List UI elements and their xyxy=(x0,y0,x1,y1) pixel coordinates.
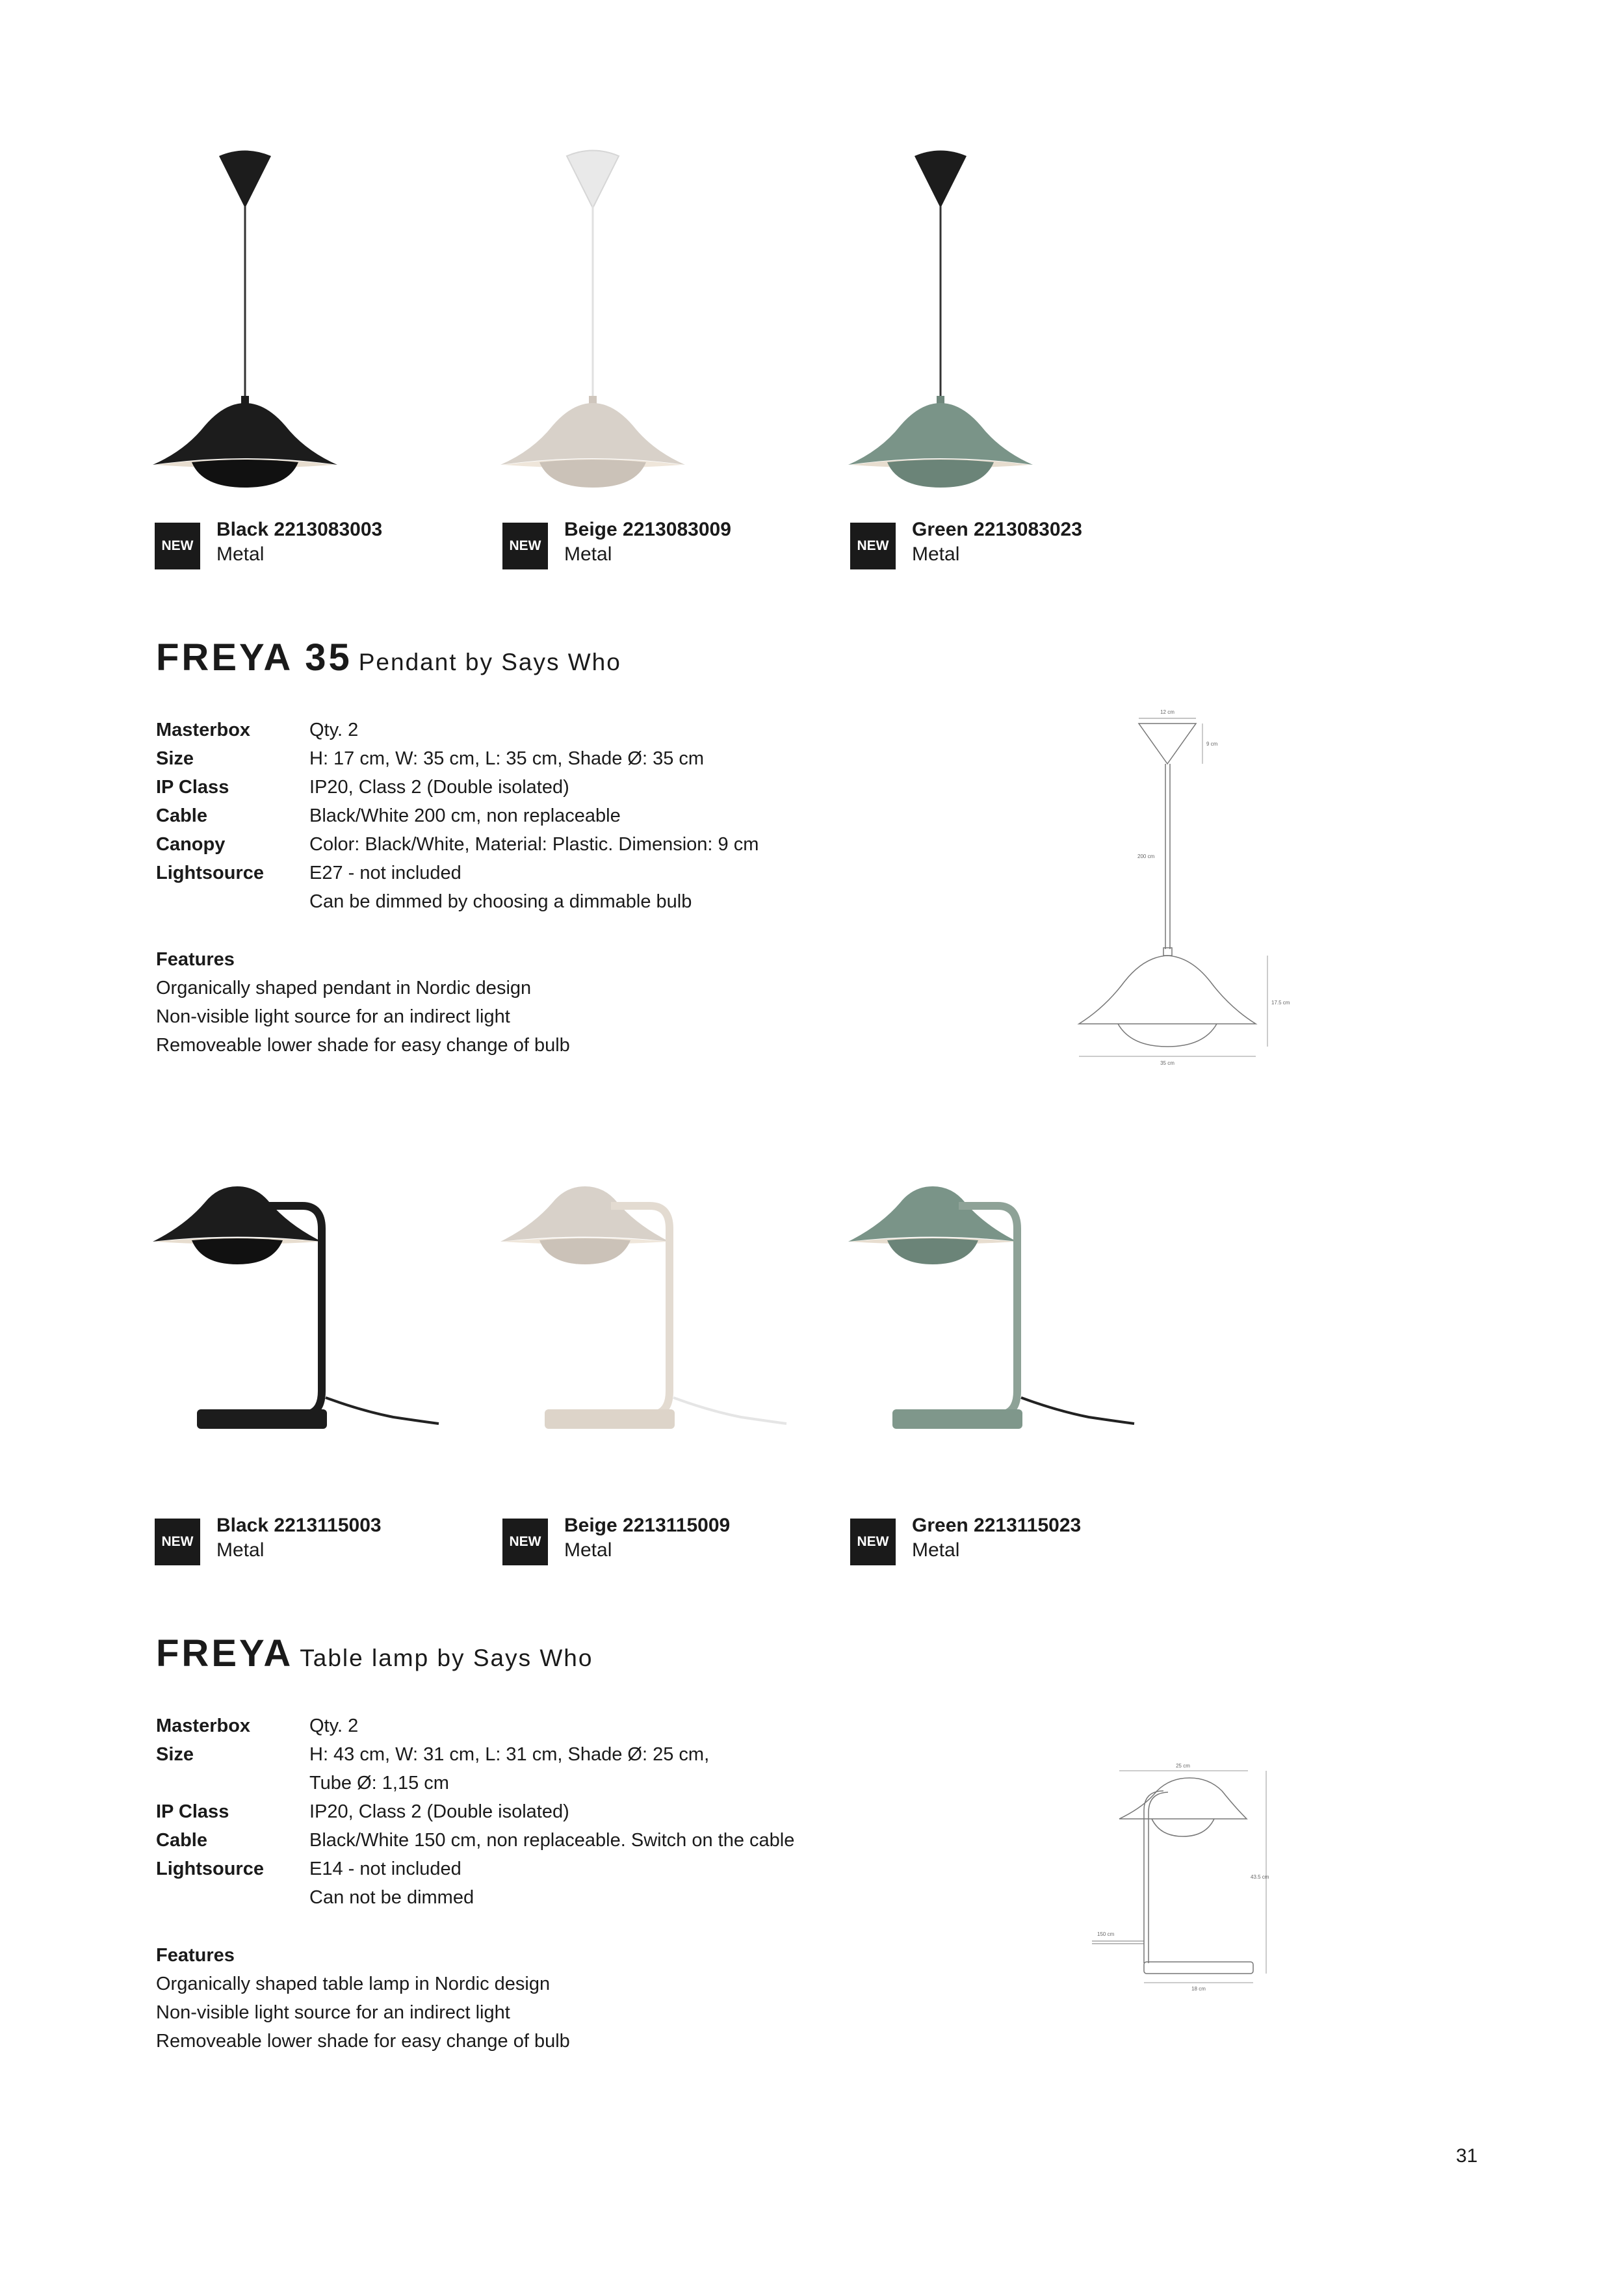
variant-material: Metal xyxy=(912,543,960,565)
dim-top: 12 cm xyxy=(1160,709,1175,715)
spec-value: Qty. 2 xyxy=(309,1715,359,1736)
feature-item: Organically shaped pendant in Nordic design xyxy=(156,978,532,998)
spec-value: Can not be dimmed xyxy=(309,1887,474,1908)
spec-value: H: 43 cm, W: 31 cm, L: 31 cm, Shade Ø: 25 cm, xyxy=(309,1744,710,1765)
spec-value: IP20, Class 2 (Double isolated) xyxy=(309,1801,569,1822)
pendant-technical-drawing xyxy=(1072,702,1300,1066)
table-lamp-technical-drawing xyxy=(1079,1762,1287,2009)
spec-value: E27 - not included xyxy=(309,863,461,883)
spec-label: Masterbox xyxy=(156,1715,251,1736)
spec-label: Canopy xyxy=(156,834,226,855)
dim-cable: 200 cm xyxy=(1137,854,1155,859)
spec-value: Black/White 200 cm, non replaceable xyxy=(309,805,621,826)
page-number: 31 xyxy=(1456,2145,1478,2167)
spec-label: Lightsource xyxy=(156,863,264,883)
new-badge: NEW xyxy=(850,1519,896,1565)
variant-material: Metal xyxy=(216,543,265,565)
variant-name-code: Beige 2213115009 xyxy=(564,1515,731,1536)
spec-label: Size xyxy=(156,1744,194,1765)
feature-item: Removeable lower shade for easy change of bulb xyxy=(156,1035,570,1056)
dim-tube: 150 cm xyxy=(1097,1931,1115,1937)
table-lamp-photo-beige xyxy=(494,1177,793,1450)
feature-item: Organically shaped table lamp in Nordic design xyxy=(156,1974,551,1994)
spec-label: IP Class xyxy=(156,777,229,798)
new-badge: NEW xyxy=(850,523,896,569)
dim-top: 25 cm xyxy=(1176,1763,1190,1769)
variant-material: Metal xyxy=(564,1539,612,1561)
spec-value: Color: Black/White, Material: Plastic. Dimension: 9 cm xyxy=(309,834,759,855)
dim-width: 35 cm xyxy=(1160,1060,1175,1066)
spec-label: IP Class xyxy=(156,1801,229,1822)
dim-canopy: 9 cm xyxy=(1206,741,1218,747)
spec-value: Black/White 150 cm, non replaceable. Switch on the cable xyxy=(309,1830,795,1851)
variant-name-code: Green 2213115023 xyxy=(912,1515,1082,1536)
table-lamp-photo-green xyxy=(842,1177,1141,1450)
product-subtitle: Pendant by Says Who xyxy=(358,649,621,675)
spec-label: Cable xyxy=(156,1830,207,1851)
feature-item: Non-visible light source for an indirect light xyxy=(156,2002,510,2023)
spec-value: Qty. 2 xyxy=(309,720,359,740)
variant-name-code: Black 2213083003 xyxy=(216,519,383,540)
dim-base: 18 cm xyxy=(1191,1986,1206,1992)
spec-label: Cable xyxy=(156,805,207,826)
product-subtitle: Table lamp by Says Who xyxy=(300,1645,593,1671)
product-title xyxy=(156,1632,593,1675)
features-heading: Features xyxy=(156,1945,235,1966)
new-badge: NEW xyxy=(155,523,200,569)
spec-label: Size xyxy=(156,748,194,769)
new-badge: NEW xyxy=(502,1519,548,1565)
new-badge: NEW xyxy=(155,1519,200,1565)
spec-value: Tube Ø: 1,15 cm xyxy=(309,1773,449,1794)
product-name: FREYA xyxy=(156,1632,294,1675)
new-badge: NEW xyxy=(502,523,548,569)
variant-material: Metal xyxy=(564,543,612,565)
pendant-photo-green xyxy=(842,146,1037,491)
variant-name-code: Green 2213083023 xyxy=(912,519,1082,540)
product-title xyxy=(156,636,621,679)
feature-item: Non-visible light source for an indirect light xyxy=(156,1006,510,1027)
product-name: FREYA 35 xyxy=(156,636,352,679)
spec-value: E14 - not included xyxy=(309,1859,461,1879)
spec-value: H: 17 cm, W: 35 cm, L: 35 cm, Shade Ø: 35 cm xyxy=(309,748,705,769)
features-heading: Features xyxy=(156,949,235,970)
pendant-photo-beige xyxy=(494,146,689,491)
dim-height: 17.5 cm xyxy=(1271,1000,1290,1006)
feature-item: Removeable lower shade for easy change of bulb xyxy=(156,2031,570,2052)
variant-name-code: Black 2213115003 xyxy=(216,1515,382,1536)
table-lamp-photo-black xyxy=(146,1177,445,1450)
dim-height: 43.5 cm xyxy=(1251,1874,1269,1880)
variant-material: Metal xyxy=(216,1539,265,1561)
spec-value: Can be dimmed by choosing a dimmable bulb xyxy=(309,891,692,912)
spec-label: Masterbox xyxy=(156,720,251,740)
pendant-photo-black xyxy=(146,146,341,491)
spec-value: IP20, Class 2 (Double isolated) xyxy=(309,777,569,798)
variant-material: Metal xyxy=(912,1539,960,1561)
variant-name-code: Beige 2213083009 xyxy=(564,519,731,540)
spec-label: Lightsource xyxy=(156,1859,264,1879)
